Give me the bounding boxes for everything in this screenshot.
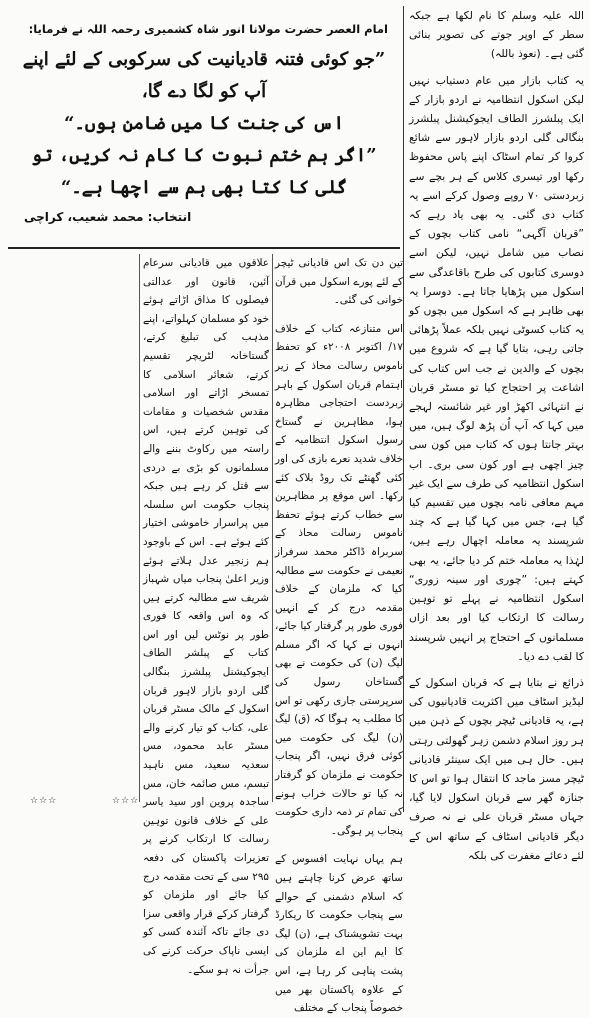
right-column-article xyxy=(409,6,584,862)
paragraph: تین دن تک اس قادیانی ٹیچر کے لئے پورے اسکول میں قرآن خوانی کی گئی۔ xyxy=(275,257,403,307)
column-divider xyxy=(403,6,404,812)
section-divider xyxy=(8,247,400,249)
quote-line: ”جو کوئی فتنہ قادیانیت کی سرکوبی کے لئے اپنے آپ کو لگا دے گا، xyxy=(22,49,386,102)
paragraph: یہ کتاب بازار میں عام دستیاب نہیں لیکن اسکول انتظامیہ نے اردو بازار کے ایک پبلشرز الطاف ایجوکیشنل پبلشرز بنگالی گلی اردو بازار لاہور سے شائع کروا کر تمام اسٹاک اپنے پاس محفوظ رکھا اور تیسری کلاس کے ہر بچے سے زبردستی ۷۰ روپے وصول کرکے اسے یہ کتاب دی گئی۔ یہ بھی یاد رہے کہ ”قربان آگہی“ نامی کتاب بچوں کے نصاب میں شامل نہیں، لیکن اسے دوسری کتابوں کی طرح باقاعدگی سے اسکول میں پڑھایا جاتا ہے۔ دوسرا یہ بھی ظاہر ہے کہ اسکول میں بچوں کو یہ کتاب کسوٹی نہیں بلکہ عملاً پڑھائی جاتی رہی، بتایا گیا ہے کہ شروع میں بچوں کے والدین نے جب اس کتاب کی اشاعت پر احتجاج کیا تو مسٹر قربان نے انتہائی اکھڑ اور غیر شائستہ لہجے میں کہا کہ آپ اُن پڑھ لوگ ہیں، میں بہتر جانتا ہوں کہ کتاب میں کون سی چیز اچھی ہے اور کون سی بری۔ اب اسکول انتظامیہ کی طرف سے ایک غیر مہم معافی نامہ بچوں میں تقسیم کیا گیا ہے، جس میں کہا گیا ہے کہ چند شرپسند یہ معاملہ اچھال رہے ہیں، لہٰذا یہ معاملہ ختم کر دیا جائے، یہ بھی کہتے ہیں: ”چوری اور سینہ زوری“ اسکول انتظامیہ نے پہلے تو توہین رسالت کا ارتکاب کیا اور بعد ازاں مسلمانوں کے احتجاج پر انہیں شرپسند کا لقب دے دیا۔ xyxy=(409,73,584,663)
end-stars: ☆☆☆ xyxy=(30,796,58,806)
quote-line: ”اگر ہم ختم نبوت کا کام نہ کریں، تو گلی کا کتا بھی ہم سے اچھا ہے۔“ xyxy=(31,145,377,198)
column-divider xyxy=(272,254,273,802)
quote-attribution: امام العصر حضرت مولانا انور شاہ کشمیری رحمہ اللہ نے فرمایا: xyxy=(28,22,388,36)
quote-credit: انتخاب: محمد شعیب، کراچی xyxy=(24,210,192,224)
article-column-left xyxy=(8,254,136,802)
paragraph: ہم یہاں نہایت افسوس کے ساتھ عرض کرنا چاہتے ہیں کہ اسلام دشمنی کے حوالے سے پنجاب حکومت کا ریکارڈ بہت تشویشناک ہے، (ن) لیگ کا ایم این اے ملزمان کی پشت پناہی کر رہا ہے، اس کے علاوہ پاکستان بھر میں خصوصاً پنجاب کے مختلف xyxy=(275,853,403,1015)
paragraph: اللہ علیہ وسلم کا نام لکھا ہے جبکہ سطر کے اوپر جوتے کی تصویر بنائی گئی ہے۔ (نعوذ باللہ) xyxy=(409,9,584,61)
column-divider xyxy=(139,254,140,802)
article-column-middle xyxy=(143,254,269,976)
paragraph: علاقوں میں قادیانی سرعام آئین، قانون اور عدالتی فیصلوں کا مذاق اڑاتے ہوئے خود کو مسلمان کہلواتے، اپنے مذہب کی تبلیغ کرتے، گستاخانہ لٹریچر تقسیم کرتے، شعائر اسلامی کا تمسخر اڑاتے اور اسلامی مقدس شخصیات و مقامات کی توہین کرتے ہیں، اس راستہ میں رکاوٹ بننے والے مسلمانوں کو بڑی بے دردی سے قتل کر رہے ہیں جبکہ پنجاب حکومت اس سلسلہ میں پراسرار خاموشی اختیار کئے ہوئے ہے۔ اس کے باوجود ہم زنجیر عدل ہلاتے ہوئے وزیر اعلیٰ پنجاب میاں شہباز شریف سے مطالبہ کرتے ہیں کہ وہ اس واقعہ کا فوری طور پر نوٹس لیں اور اس کتاب کے پبلشر الطاف ایجوکیشنل پبلشرز بنگالی گلی اردو بازار لاہور قربان اسکول کے مالک مسٹر قربان علی، کتاب کو تیار کرنے والے مسٹر عابد محمود، مس سعدیہ سعید، مس ناہید تبسم، مس صائمہ خان، مس ساجدہ پروین اور سید یاسر علی کے خلاف قانون توہین رسالت کا ارتکاب کرنے پر تعزیرات پاکستان کی دفعہ ۲۹۵ سی کے تحت مقدمہ درج کیا جائے اور ملزمان کو گرفتار کرکے قرار واقعی سزا دی جائے تاکہ آئندہ کسی کو ایسی ناپاک حرکت کرنے کی جرأت نہ ہو سکے۔ xyxy=(143,257,269,976)
quote-line: اس کی جنت کا میں ضامن ہوں۔“ xyxy=(64,113,344,134)
paragraph: ذرائع نے بتایا ہے کہ قربان اسکول کے لیڈیز اسٹاف میں اکثریت قادیانیوں کی ہے، یہ قادیانی ٹیچر بچوں کے ذہن میں ہر روز اسلام دشمن زہر گھولتی رہتی ہیں۔ حال ہی میں ایک سینئر قادیانی ٹیچر مسز ماجد کا انتقال ہوا تو اس کا جنازہ گھر سے قربان اسکول لایا گیا، جہاں مسٹر قربان علی نے نہ صرف دیگر قادیانی اسٹاف کے ساتھ اس کے لئے دعائے مغفرت کی بلکہ xyxy=(409,675,584,862)
end-stars: ☆☆☆ xyxy=(112,796,140,806)
paragraph: اس متنازعہ کتاب کے خلاف ۱۷/ اکتوبر ۲۰۰۸ء کو تحفظ ناموس رسالت محاذ کے زیر اہتمام قربان اسکول کے باہر زبردست احتجاجی مظاہرہ ہوا، مظاہرین نے گستاخ رسول اسکول انتظامیہ کے خلاف شدید نعرے بازی کی اور کئی گھنٹے تک روڈ بلاک کئے رکھا۔ اس موقع پر مظاہرین سے خطاب کرتے ہوئے تحفظ ناموس رسالت محاذ کے سربراہ ڈاکٹر محمد سرفراز نعیمی نے حکومت سے مطالبہ کیا کہ ملزمان کے خلاف مقدمہ درج کر کے انہیں فوری طور پر گرفتار کیا جائے، انہوں نے کہا کہ اگر مسلم لیگ (ن) کی حکومت نے بھی گستاخان رسول کی سرپرستی جاری رکھی تو اس کا مطلب یہ ہوگا کہ (ق) لیگ (ن) لیگ کی حکومت میں کوئی فرق نہیں، اگر پنجاب حکومت نے ملزمان کو گرفتار نہ کیا تو حالات خراب ہونے کی تمام تر ذمہ داری حکومت پنجاب پر ہوگی۔ xyxy=(275,322,403,837)
article-column-right xyxy=(275,254,403,1015)
quote-box xyxy=(8,6,400,246)
